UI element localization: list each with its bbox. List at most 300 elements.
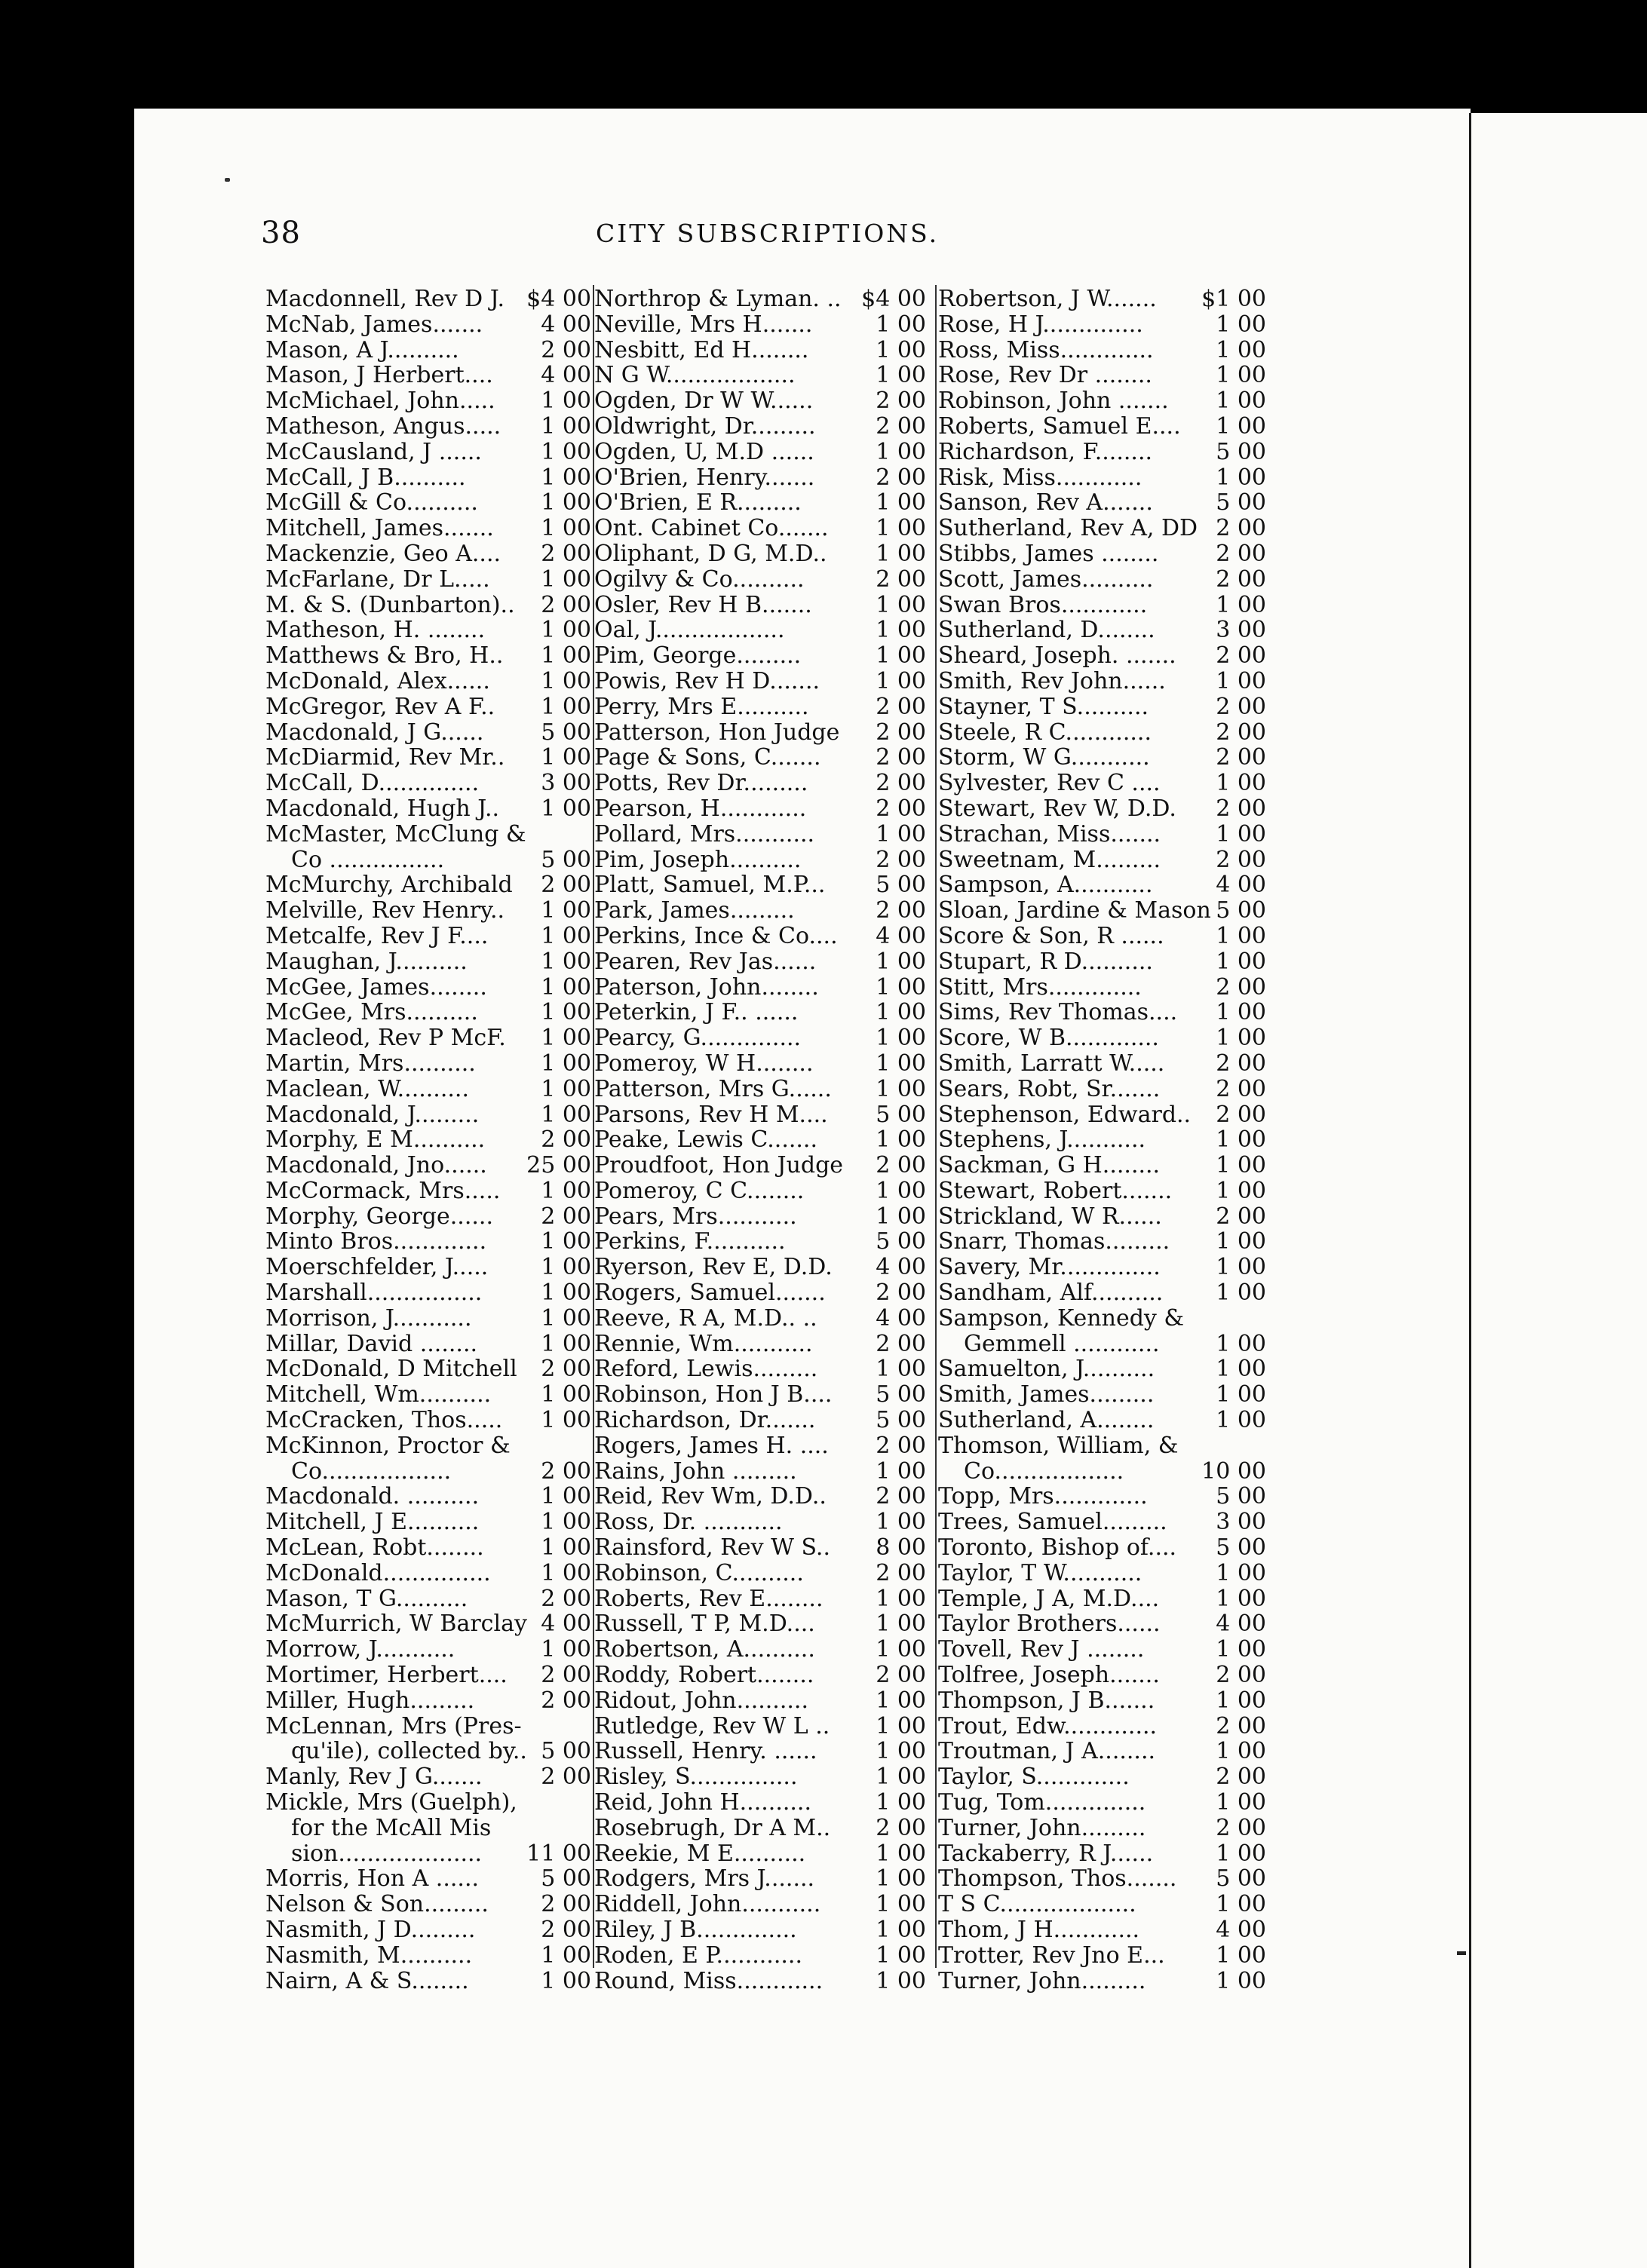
subscriber-name: Macdonald. .......... [265,1484,480,1510]
subscription-entry [594,796,926,822]
subscriber-name: Oliphant, D G, M.D.. [594,541,827,567]
subscription-amount: 4 00 [876,1305,926,1332]
subscriber-name: Trees, Samuel......... [938,1509,1167,1536]
edge-mark [1457,1951,1466,1955]
subscriber-name: Marshall................ [265,1280,483,1306]
subscriber-name: Nelson & Son......... [265,1892,489,1917]
subscriber-name: Morphy, E M.......... [265,1127,486,1154]
subscription-entry [938,338,1266,363]
subscription-entry [594,643,926,669]
subscriber-name: Sheard, Joseph. ....... [938,643,1176,669]
subscription-entry [594,1127,926,1153]
subscription-amount: 2 00 [541,592,591,618]
subscription-entry [594,541,926,567]
subscriber-name: Smith, James......... [938,1382,1155,1408]
subscription-entry [265,771,591,796]
subscription-amount: 1 00 [541,745,591,771]
subscriber-name: Reekie, M E.......... [594,1840,806,1867]
subscriber-name: Ogden, U, M.D ...... [594,439,814,465]
subscription-entry [594,924,926,949]
subscription-entry [938,1637,1266,1663]
subscription-entry [938,720,1266,746]
subscription-amount: 1 00 [541,923,591,949]
subscription-entry [938,541,1266,567]
subscriber-name: Topp, Mrs............. [938,1484,1148,1510]
subscription-amount: 2 00 [541,1127,591,1154]
subscription-amount: 2 00 [876,1433,926,1459]
subscription-amount: 1 00 [541,1025,591,1051]
subscription-amount: 1 00 [541,1305,591,1332]
subscription-entry [594,1739,926,1764]
subscription-amount: 4 00 [541,311,591,338]
subscriber-name: Pearson, H............ [594,795,807,822]
subscription-amount: 1 00 [876,821,926,847]
subscription-entry [265,414,591,440]
subscriber-name: McLean, Robt........ [265,1535,484,1561]
subscriber-name: Rogers, James H. .... [594,1433,829,1459]
subscriber-name: Roddy, Robert........ [594,1663,814,1688]
subscription-entry [265,1561,591,1586]
subscription-entry [938,1255,1266,1280]
subscription-entry [938,1153,1266,1178]
subscription-amount: 1 00 [1216,1000,1266,1026]
subscription-entry [594,669,926,694]
subscriber-name: Reid, Rev Wm, D.D.. [594,1484,827,1510]
subscription-amount: 4 00 [541,363,591,389]
subscription-amount: 1 00 [1216,1790,1266,1816]
subscription-entry [938,1917,1266,1943]
subscriber-name: Oldwright, Dr......... [594,413,816,440]
subscription-entry [594,618,926,643]
subscription-amount: 1 00 [541,1331,591,1357]
subscription-amount: 2 00 [541,872,591,899]
subscription-entry [594,1102,926,1128]
subscription-column-3 [938,287,1266,1994]
subscriber-name: Mortimer, Herbert.... [265,1663,508,1688]
subscription-entry [594,1077,926,1102]
subscription-amount: 5 00 [876,1408,926,1433]
subscription-entry [265,1790,591,1816]
subscription-amount: 1 00 [541,1050,591,1077]
subscriber-name: McCracken, Thos..... [265,1408,503,1433]
subscription-amount: 2 00 [876,1280,926,1306]
subscriber-name: Matheson, H. ........ [265,618,486,644]
subscription-amount: 8 00 [876,1535,926,1561]
subscription-entry [265,1077,591,1102]
subscription-amount: 1 00 [876,1000,926,1026]
subscription-amount: 1 00 [1216,1153,1266,1178]
subscriber-name: Trotter, Rev Jno E... [938,1942,1165,1969]
subscriber-name: Pearcy, G.............. [594,1025,802,1051]
subscription-amount: 2 00 [1216,795,1266,822]
subscription-entry [938,975,1266,1001]
subscription-amount: 5 00 [876,1102,926,1128]
subscriber-name: McCall, D.............. [265,771,480,796]
subscriber-name: Macdonald, J......... [265,1102,480,1128]
subscriber-name: McDonald............... [265,1560,491,1586]
subscriber-name: McMurchy, Archibald [265,872,513,899]
subscription-amount: 2 00 [1216,1076,1266,1102]
subscription-amount: 3 00 [541,771,591,796]
subscription-entry [265,1382,591,1408]
subscription-entry [265,924,591,949]
subscription-amount: 1 00 [541,694,591,720]
subscription-entry [938,1790,1266,1816]
subscription-entry [265,1663,591,1688]
subscriber-name: Ryerson, Rev E, D.D. [594,1255,833,1281]
subscription-amount: 1 00 [1216,363,1266,389]
subscription-amount: 1 00 [541,1942,591,1969]
subscription-entry [594,872,926,898]
subscription-entry [594,1204,926,1230]
subscriber-name: Ogilvy & Co.......... [594,566,805,593]
subscription-amount: 2 00 [541,1586,591,1612]
subscription-entry [594,1229,926,1255]
subscription-amount: 2 00 [876,566,926,593]
subscription-amount: 5 00 [541,847,591,873]
subscriber-name: Stitt, Mrs............. [938,974,1142,1001]
subscription-entry [594,1892,926,1917]
subscription-entry [265,1178,591,1204]
subscriber-name: Millar, David ........ [265,1331,478,1357]
subscription-amount: 2 00 [1216,1713,1266,1739]
subscriber-name: Rainsford, Rev W S.. [594,1535,831,1561]
subscription-amount: 2 00 [876,694,926,720]
subscriber-name: Perkins, Ince & Co.... [594,923,838,949]
subscriber-name: Tackaberry, R J...... [938,1840,1154,1867]
subscription-amount: 2 00 [876,719,926,746]
subscription-amount: 1 00 [541,1535,591,1561]
subscriber-name: Russell, Henry. ...... [594,1739,817,1765]
subscription-amount: 4 00 [541,1611,591,1638]
subscriber-name: Northrop & Lyman. .. [594,287,842,312]
subscription-entry [594,1356,926,1382]
subscription-amount: 1 00 [541,949,591,975]
subscription-amount: 1 00 [876,1917,926,1943]
subscription-amount: 1 00 [541,1229,591,1255]
subscriber-name: Mitchell, J E.......... [265,1509,480,1536]
subscription-amount: 2 00 [876,1153,926,1178]
subscription-amount: 2 00 [1216,643,1266,669]
subscription-entry [594,440,926,465]
subscriber-name: Pearen, Rev Jas...... [594,949,817,975]
subscription-amount: 1 00 [1216,923,1266,949]
subscription-entry [594,1408,926,1433]
subscriber-name: Ogden, Dr W W...... [594,388,814,414]
subscriber-name: Rose, Rev Dr ........ [938,363,1152,389]
subscriber-name: Park, James......... [594,898,795,924]
subscription-entry [938,924,1266,949]
subscription-entry [265,872,591,898]
subscription-entry [594,1306,926,1332]
subscription-entry [938,1561,1266,1586]
subscription-amount: 1 00 [541,1560,591,1586]
subscription-amount: 1 00 [1216,1942,1266,1969]
subscriber-name: Riley, J B.............. [594,1917,797,1943]
subscription-amount: 1 00 [541,1178,591,1204]
subscriber-name: Roden, E P............ [594,1942,802,1969]
subscription-entry [594,1561,926,1586]
subscription-amount: 1 00 [1216,1127,1266,1154]
subscription-entry [938,1688,1266,1714]
subscriber-name: Storm, W G........... [938,745,1150,771]
subscription-amount: 1 00 [876,1764,926,1791]
subscriber-name: Pomeroy, C C........ [594,1178,805,1204]
subscriber-name: Robinson, Hon J B.... [594,1382,833,1408]
subscriber-name: Richardson, F........ [938,439,1153,465]
subscription-entry [265,1943,591,1969]
subscription-entry [938,898,1266,924]
subscription-entry [594,1969,926,1994]
subscription-entry [265,338,591,363]
subscription-amount: 2 00 [541,1917,591,1943]
subscriber-name: Strachan, Miss....... [938,821,1161,847]
subscription-entry [938,1764,1266,1790]
subscription-amount: 2 00 [1216,541,1266,567]
subscriber-name: Sweetnam, M......... [938,847,1161,873]
subscription-amount: 1 00 [876,1942,926,1969]
subscriber-name: McGee, Mrs.......... [265,1000,478,1026]
subscriber-name: T S C................... [938,1892,1136,1917]
subscription-amount: 1 00 [1216,1280,1266,1306]
subscription-amount: 2 00 [876,1560,926,1586]
subscriber-name: Reid, John H.......... [594,1790,812,1816]
subscription-amount: 1 00 [876,1356,926,1383]
subscription-amount: 1 00 [1216,949,1266,975]
subscription-amount: 5 00 [1216,898,1266,924]
subscription-amount: 2 00 [1216,847,1266,873]
subscriber-name: Perry, Mrs E.......... [594,694,809,720]
subscription-entry [265,1229,591,1255]
subscriber-name: Pears, Mrs........... [594,1203,797,1230]
subscription-entry [938,1943,1266,1969]
subscription-amount: 1 00 [876,1586,926,1612]
subscription-amount: 2 00 [1216,1663,1266,1688]
subscriber-name: Temple, J A, M.D.... [938,1586,1160,1612]
subscription-amount: 1 00 [1216,413,1266,440]
subscription-amount: 4 00 [876,1255,926,1281]
subscription-amount: 5 00 [876,1229,926,1255]
subscription-entry [938,1663,1266,1688]
subscription-entry [938,1433,1266,1459]
subscriber-name: Sloan, Jardine & Mason [938,898,1211,924]
subscriber-name: Taylor, S............. [938,1764,1130,1791]
subscription-amount: 1 00 [1216,771,1266,796]
subscription-amount: 1 00 [876,1713,926,1739]
subscription-amount: 2 00 [876,771,926,796]
subscription-amount: 1 00 [541,1968,591,1994]
subscriber-name: Ross, Dr. ........... [594,1509,783,1536]
subscription-amount: 1 00 [876,439,926,465]
subscription-entry [265,796,591,822]
subscription-entry [938,1408,1266,1433]
running-head: CITY SUBSCRIPTIONS. [596,219,940,248]
subscription-amount: 1 00 [876,949,926,975]
subscription-entry [594,1841,926,1867]
subscription-entry [594,1153,926,1178]
subscriber-name: Taylor Brothers...... [938,1611,1161,1638]
subscription-entry [265,1637,591,1663]
subscriber-name: Round, Miss............ [594,1968,824,1994]
subscription-entry [938,516,1266,541]
subscriber-name: Taylor, T W........... [938,1560,1142,1586]
subscription-amount: 2 00 [541,1458,591,1485]
subscription-amount: 2 00 [541,1764,591,1791]
subscription-amount: 2 00 [1216,694,1266,720]
subscription-entry [265,1459,591,1485]
subscription-amount: 4 00 [876,923,926,949]
subscriber-name: Swan Bros............ [938,592,1148,618]
subscription-entry [938,618,1266,643]
subscription-amount: 1 00 [876,490,926,516]
subscription-entry [938,312,1266,338]
subscriber-name: Steele, R C............ [938,719,1152,746]
subscription-entry [265,618,591,643]
subscription-entry [265,745,591,771]
subscriber-name: Sutherland, D........ [938,618,1155,644]
subscription-entry [938,694,1266,720]
subscription-amount: 1 00 [876,1739,926,1765]
subscriber-name: McCall, J B.......... [265,464,466,491]
subscription-amount: $4 00 [526,287,591,312]
subscription-amount: 1 00 [876,1076,926,1102]
subscription-entry [594,1509,926,1535]
subscriber-name: McFarlane, Dr L..... [265,566,490,593]
subscriber-name: Platt, Samuel, M.P... [594,872,826,899]
subscription-entry [938,1025,1266,1051]
subscription-amount: 1 00 [541,1280,591,1306]
subscription-entry [938,287,1266,312]
subscription-amount: 2 00 [876,1331,926,1357]
subscription-amount: 1 00 [876,618,926,644]
subscriber-name: Robertson, J W....... [938,287,1157,312]
subscription-amount: 1 00 [541,388,591,414]
subscription-amount: 1 00 [541,464,591,491]
subscription-entry [938,1484,1266,1509]
subscription-entry [594,898,926,924]
subscriber-name: Mackenzie, Geo A.... [265,541,501,567]
subscriber-name: Peterkin, J F.. ...... [594,1000,799,1026]
subscriber-name: Tolfree, Joseph....... [938,1663,1160,1688]
subscription-amount: 2 00 [1216,1815,1266,1841]
subscriber-name: McLennan, Mrs (Pres- [265,1713,522,1739]
subscriber-name: qu'ile), collected by.. [291,1739,527,1765]
subscription-entry [594,1332,926,1357]
subscription-amount: 1 00 [876,541,926,567]
subscription-entry [938,1000,1266,1025]
subscription-amount: 1 00 [876,1687,926,1714]
subscription-amount: 1 00 [541,1382,591,1408]
subscriber-name: Perkins, F........... [594,1229,786,1255]
subscriber-name: Trout, Edw............. [938,1713,1158,1739]
subscriber-name: Samuelton, J.......... [938,1356,1155,1383]
subscription-entry [265,1739,591,1764]
subscriber-name: O'Brien, E R......... [594,490,802,516]
subscription-amount: 1 00 [541,668,591,694]
subscriber-name: Macdonald, Jno...... [265,1153,487,1178]
subscriber-name: McKinnon, Proctor & [265,1433,511,1459]
subscriber-name: Thompson, J B....... [938,1687,1155,1714]
subscription-entry [594,1255,926,1280]
subscription-entry [594,1535,926,1561]
subscriber-name: Pim, George......... [594,643,802,669]
subscriber-name: Thompson, Thos....... [938,1866,1177,1893]
subscription-entry [265,440,591,465]
subscriber-name: Nasmith, J D......... [265,1917,476,1943]
subscription-entry [265,898,591,924]
subscriber-name: Martin, Mrs.......... [265,1050,476,1077]
subscription-amount: 5 00 [541,1866,591,1893]
subscriber-name: Reeve, R A, M.D.. .. [594,1305,817,1332]
subscriber-name: Stewart, Robert....... [938,1178,1173,1204]
subscriber-name: Mason, A J.......... [265,337,459,363]
subscription-amount: 1 00 [1216,1687,1266,1714]
subscription-entry [594,490,926,516]
subscription-amount: 1 00 [1216,1840,1266,1867]
subscription-entry [594,312,926,338]
subscription-amount: 1 00 [1216,388,1266,414]
subscription-amount: 1 00 [541,490,591,516]
subscription-amount: 11 00 [526,1840,591,1867]
subscription-entry [938,949,1266,975]
subscription-amount: 1 00 [1216,1968,1266,1994]
subscriber-name: Rogers, Samuel....... [594,1280,826,1306]
subscription-amount: 1 00 [541,643,591,669]
subscription-entry [594,1586,926,1612]
subscriber-name: Mitchell, James....... [265,516,494,541]
subscription-amount: 1 00 [876,1509,926,1536]
subscription-entry [594,949,926,975]
subscriber-name: Macdonald, Hugh J.. [265,795,500,822]
subscriber-name: McDiarmid, Rev Mr.. [265,745,505,771]
subscriber-name: Sandham, Alf.......... [938,1280,1164,1306]
subscription-amount: 1 00 [541,413,591,440]
subscription-entry [265,1688,591,1714]
subscriber-name: Mickle, Mrs (Guelph), [265,1790,517,1816]
subscriber-name: Scott, James.......... [938,566,1154,593]
subscriber-name: Turner, John......... [938,1815,1146,1841]
subscriber-name: Strickland, W R...... [938,1203,1162,1230]
subscription-entry [265,669,591,694]
subscription-entry [265,1892,591,1917]
subscription-entry [265,1535,591,1561]
subscription-entry [594,465,926,491]
subscriber-name: Nasmith, M.......... [265,1942,473,1969]
subscription-amount: 1 00 [1216,1637,1266,1663]
subscription-amount: 4 00 [1216,1611,1266,1638]
subscription-amount: 1 00 [876,1968,926,1994]
subscriber-name: Rennie, Wm........... [594,1331,813,1357]
subscription-entry [265,1051,591,1077]
subscription-entry [594,745,926,771]
subscriber-name: Mitchell, Wm.......... [265,1382,492,1408]
subscription-amount: 1 00 [541,1255,591,1281]
subscription-entry [938,1866,1266,1892]
subscriber-name: Roberts, Rev E........ [594,1586,824,1612]
subscription-entry [938,847,1266,873]
subscriber-name: McDonald, Alex...... [265,668,490,694]
subscription-entry [938,745,1266,771]
subscription-entry [594,1917,926,1943]
subscription-amount: 2 00 [1216,745,1266,771]
subscription-amount: 10 00 [1201,1458,1266,1485]
subscription-entry [265,1433,591,1459]
subscriber-name: Sanson, Rev A....... [938,490,1153,516]
subscriber-name: Stephenson, Edward.. [938,1102,1192,1128]
subscriber-name: Maughan, J.......... [265,949,468,975]
subscription-amount: 1 00 [876,311,926,338]
subscription-amount: 3 00 [1216,618,1266,644]
